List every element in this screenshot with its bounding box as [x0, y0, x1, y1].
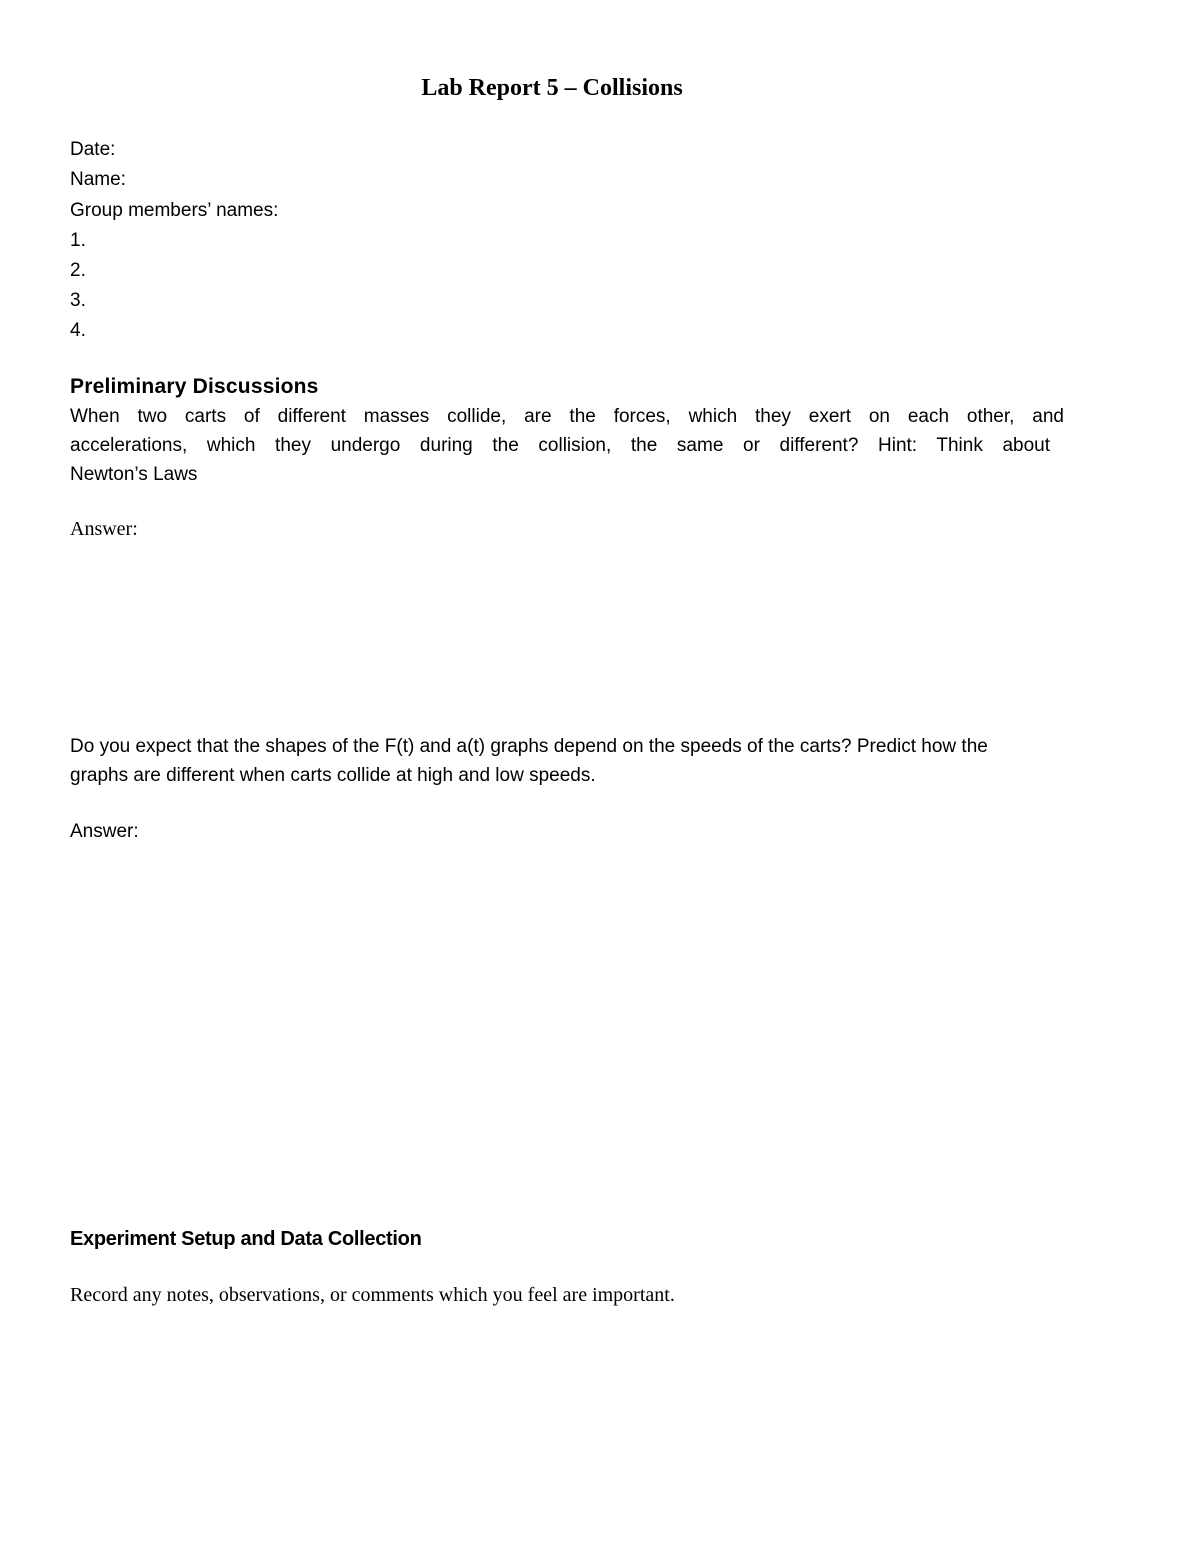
answer-2-label: Answer: [70, 821, 139, 842]
group-member-item-3: 3. [70, 290, 86, 311]
question-1-line-2: accelerations, which they undergo during the collision, the same or different? Hint: Think about [70, 435, 1050, 456]
question-2-line-1: Do you expect that the shapes of the F(t) and a(t) graphs depend on the speeds of the carts? Predict how the [70, 736, 988, 757]
experiment-instruction: Record any notes, observations, or comments which you feel are important. [70, 1284, 675, 1306]
experiment-heading: Experiment Setup and Data Collection [70, 1228, 422, 1250]
answer-1-label: Answer: [70, 518, 138, 540]
question-2-line-2: graphs are different when carts collide at high and low speeds. [70, 765, 596, 786]
date-label: Date: [70, 139, 116, 160]
question-1-line-3: Newton’s Laws [70, 464, 198, 485]
group-member-item-2: 2. [70, 260, 86, 281]
group-member-item-4: 4. [70, 320, 86, 341]
document-title: Lab Report 5 – Collisions [421, 75, 683, 101]
preliminary-heading: Preliminary Discussions [70, 375, 319, 398]
question-1-line-1: When two carts of different masses collide, are the forces, which they exert on each other, and [70, 406, 1064, 427]
name-label: Name: [70, 169, 126, 190]
group-members-label: Group members’ names: [70, 200, 279, 221]
group-member-item-1: 1. [70, 230, 86, 251]
